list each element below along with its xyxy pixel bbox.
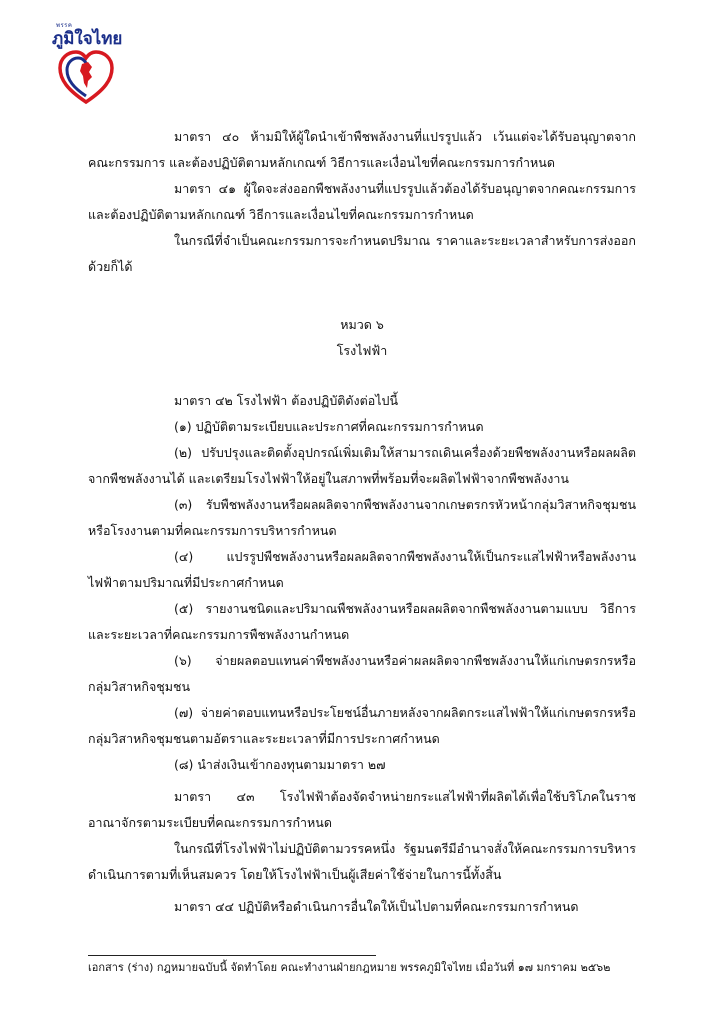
section-42-item-4: (๔) แปรรูปพืชพลังงานหรือผลผลิตจากพืชพลังงานให้เป็นกระแสไฟฟ้าหรือพลังงานไฟฟ้าตามปริมาณที่มีประกาศกำหนด — [88, 549, 636, 590]
logo-wordmark: ภูมิใจไทย — [52, 29, 123, 49]
section-44: มาตรา ๔๔ ปฏิบัติหรือดำเนินการอื่นใดให้เป็นไปตามที่คณะกรรมการกำหนด — [174, 899, 579, 914]
chapter-title: โรงไฟฟ้า — [336, 343, 388, 358]
section-42-item-6: (๖) จ่ายผลตอบแทนค่าพืชพลังงานหรือค่าผลผลิตจากพืชพลังงานให้แก่เกษตรกรหรือกลุ่มวิสาหกิจชุมชน — [88, 653, 636, 694]
section-41-para-2: ในกรณีที่จำเป็นคณะกรรมการจะกำหนดปริมาณ ราคาและระยะเวลาสำหรับการส่งออกด้วยก็ได้ — [88, 233, 636, 274]
party-logo — [50, 20, 122, 112]
section-42-item-8: (๘) นำส่งเงินเข้ากองทุนตามมาตรา ๒๗ — [174, 757, 386, 772]
section-43: มาตรา ๔๓ โรงไฟฟ้าต้องจัดจำหน่ายกระแสไฟฟ้าที่ผลิตได้เพื่อใช้บริโภคในราชอาณาจักรตามระเบียบที่คณะกรรมการกำหนด — [88, 789, 636, 830]
footer-divider — [88, 955, 376, 956]
heart-map-icon — [58, 50, 114, 106]
section-42-item-3: (๓) รับพืชพลังงานหรือผลผลิตจากพืชพลังงานจากเกษตรกรหัวหน้ากลุ่มวิสาหกิจชุมชนหรือโรงงานตามที่คณะกรรมการบริหารกำหนด — [88, 497, 636, 538]
document-body — [88, 124, 636, 920]
section-42-item-7: (๗) จ่ายค่าตอบแทนหรือประโยชน์อื่นภายหลังจากผลิตกระแสไฟฟ้าให้แก่เกษตรกรหรือกลุ่มวิสาหกิจชุมชนตามอัตราและระยะเวลาที่มีการประกาศกำหนด — [88, 705, 636, 746]
section-41: มาตรา ๔๑ ผู้ใดจะส่งออกพืชพลังงานที่แปรรูปแล้วต้องได้รับอนุญาตจากคณะกรรมการและต้องปฏิบัติตามหลักเกณฑ์ วิธีการและเงื่อนไขที่คณะกรรมการกำหนด — [88, 181, 636, 222]
chapter-number: หมวด ๖ — [340, 317, 384, 332]
section-42: มาตรา ๔๒ โรงไฟฟ้า ต้องปฏิบัติดังต่อไปนี้ — [174, 393, 398, 408]
section-42-item-1: (๑) ปฏิบัติตามระเบียบและประกาศที่คณะกรรมการกำหนด — [174, 419, 484, 434]
section-42-item-2: (๒) ปรับปรุงและติดตั้งอุปกรณ์เพิ่มเติมให้สามารถเดินเครื่องด้วยพืชพลังงานหรือผลผลิตจากพืชพลังงานได้ และเตรียมโรงไฟฟ้าให้อยู่ในสภาพที่พร้อมที่จะผลิตไฟฟ้าจากพืชพลังงาน — [88, 445, 636, 486]
footer-note: เอกสาร (ร่าง) กฎหมายฉบับนี้ จัดทำโดย คณะทำงานฝ่ายกฎหมาย พรรคภูมิใจไทย เมื่อวันที่ ๑๗ มกราคม ๒๕๖๒ — [88, 961, 611, 974]
section-43-para-2: ในกรณีที่โรงไฟฟ้าไม่ปฏิบัติตามวรรคหนึ่ง รัฐมนตรีมีอำนาจสั่งให้คณะกรรมการบริหารดำเนินการตามที่เห็นสมควร โดยให้โรงไฟฟ้าเป็นผู้เสียค่าใช้จ่ายในการนี้ทั้งสิ้น — [88, 841, 636, 882]
section-42-item-5: (๕) รายงานชนิดและปริมาณพืชพลังงานหรือผลผลิตจากพืชพลังงานตามแบบ วิธีการและระยะเวลาที่คณะกรรมการพืชพลังงานกำหนด — [88, 601, 636, 642]
section-40: มาตรา ๔๐ ห้ามมิให้ผู้ใดนำเข้าพืชพลังงานที่แปรรูปแล้ว เว้นแต่จะได้รับอนุญาตจากคณะกรรมการ และต้องปฏิบัติตามหลักเกณฑ์ วิธีการและเงื่อนไขที่คณะกรรมการกำหนด — [88, 129, 636, 170]
logo-top-text: พรรค — [56, 22, 73, 29]
